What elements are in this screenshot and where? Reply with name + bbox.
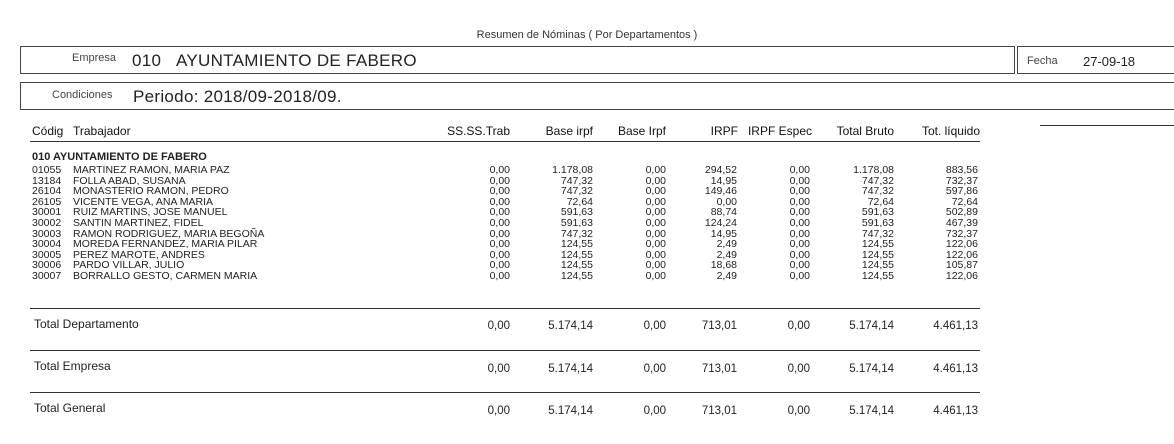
row-irpf: 294,52 xyxy=(704,164,737,176)
row-tot-liquido: 72,64 xyxy=(951,195,978,208)
row-base-irpf: 124,55 xyxy=(560,238,593,251)
row-base-irpf-2: 0,00 xyxy=(645,238,666,251)
row-irpf: 2,49 xyxy=(716,238,737,251)
row-irpf-espec: 0,00 xyxy=(789,227,810,240)
row-irpf: 2,49 xyxy=(716,269,737,282)
row-ssss-trab: 0,00 xyxy=(489,164,510,176)
row-ssss-trab: 0,00 xyxy=(489,259,510,272)
row-ssss-trab: 0,00 xyxy=(489,185,510,198)
total-departamento-base-irpf-2: 0,00 xyxy=(643,320,666,332)
row-trabajador: PEREZ MAROTE, ANDRES xyxy=(73,248,205,261)
total-general-irpf-espec: 0,00 xyxy=(787,405,810,417)
total-general-label: Total General xyxy=(34,401,106,415)
row-total-bruto: 591,63 xyxy=(861,216,894,229)
empresa-label: Empresa xyxy=(72,52,117,64)
empresa-box xyxy=(20,46,1015,74)
row-codigo: 30002 xyxy=(32,216,62,229)
row-irpf: 14,95 xyxy=(710,227,737,240)
row-total-bruto: 72,64 xyxy=(867,195,894,208)
empresa-name: AYUNTAMIENTO DE FABERO xyxy=(176,51,417,70)
row-base-irpf-2: 0,00 xyxy=(645,248,666,261)
row-base-irpf: 72,64 xyxy=(566,195,593,208)
col-header-trabajador: Trabajador xyxy=(73,124,131,138)
row-total-bruto: 124,55 xyxy=(861,269,894,282)
row-trabajador: RAMON RODRIGUEZ, MARIA BEGOÑA xyxy=(73,227,265,240)
total-empresa-label: Total Empresa xyxy=(34,359,111,373)
header-underline-extra xyxy=(1040,125,1174,126)
col-header-irpf-espec: IRPF Espec xyxy=(747,124,812,138)
row-codigo: 30004 xyxy=(32,238,62,251)
total-general-base-irpf: 5.174,14 xyxy=(548,405,593,417)
fecha-value: 27-09-18 xyxy=(1083,54,1136,69)
col-header-total-bruto: Total Bruto xyxy=(836,124,894,138)
row-total-bruto: 747,32 xyxy=(861,227,894,240)
row-trabajador: BORRALLO GESTO, CARMEN MARIA xyxy=(73,269,258,282)
row-tot-liquido: 502,89 xyxy=(945,206,978,219)
row-irpf-espec: 0,00 xyxy=(789,195,810,208)
row-base-irpf: 747,32 xyxy=(560,227,593,240)
row-codigo: 01055 xyxy=(32,164,62,176)
total-empresa-total-bruto: 5.174,14 xyxy=(849,363,894,375)
row-base-irpf: 1.178,08 xyxy=(552,164,593,176)
col-header-tot-liquido: Tot. líquido xyxy=(921,124,980,138)
condiciones-value: Periodo: 2018/09-2018/09. xyxy=(133,87,342,106)
row-irpf-espec: 0,00 xyxy=(789,174,810,187)
row-irpf-espec: 0,00 xyxy=(789,248,810,261)
row-tot-liquido: 122,06 xyxy=(945,238,978,251)
row-base-irpf-2: 0,00 xyxy=(645,195,666,208)
row-base-irpf: 747,32 xyxy=(560,185,593,198)
table-row xyxy=(0,271,1174,282)
total-empresa-tot-liquido: 4.461,13 xyxy=(933,363,978,375)
row-tot-liquido: 122,06 xyxy=(945,248,978,261)
row-tot-liquido: 597,86 xyxy=(945,185,978,198)
row-base-irpf: 591,63 xyxy=(560,206,593,219)
total-general-base-irpf-2: 0,00 xyxy=(643,405,666,417)
row-total-bruto: 124,55 xyxy=(861,248,894,261)
col-header-base-irpf: Base irpf xyxy=(545,124,593,138)
row-irpf: 18,68 xyxy=(710,259,737,272)
row-tot-liquido: 732,37 xyxy=(945,174,978,187)
row-tot-liquido: 467,39 xyxy=(945,216,978,229)
row-irpf-espec: 0,00 xyxy=(789,216,810,229)
total-empresa-base-irpf: 5.174,14 xyxy=(548,363,593,375)
row-irpf-espec: 0,00 xyxy=(789,259,810,272)
row-base-irpf-2: 0,00 xyxy=(645,259,666,272)
row-total-bruto: 1.178,08 xyxy=(853,164,894,176)
row-base-irpf-2: 0,00 xyxy=(645,269,666,282)
row-base-irpf-2: 0,00 xyxy=(645,164,666,176)
row-trabajador: MOREDA FERNANDEZ, MARIA PILAR xyxy=(73,238,258,251)
row-codigo: 30007 xyxy=(32,269,62,282)
row-codigo: 30005 xyxy=(32,248,62,261)
total-departamento-label: Total Departamento xyxy=(34,317,139,331)
row-codigo: 30001 xyxy=(32,206,62,219)
total-departamento-ssss: 0,00 xyxy=(487,320,510,332)
row-codigo: 30003 xyxy=(32,227,62,240)
row-ssss-trab: 0,00 xyxy=(489,216,510,229)
total-departamento-irpf-espec: 0,00 xyxy=(787,320,810,332)
empresa-code: 010 xyxy=(132,51,162,70)
total-general-total-bruto: 5.174,14 xyxy=(849,405,894,417)
row-total-bruto: 747,32 xyxy=(861,174,894,187)
total-departamento-total-bruto: 5.174,14 xyxy=(849,320,894,332)
row-base-irpf: 124,55 xyxy=(560,259,593,272)
row-tot-liquido: 122,06 xyxy=(945,269,978,282)
row-ssss-trab: 0,00 xyxy=(489,269,510,282)
row-total-bruto: 747,32 xyxy=(861,185,894,198)
total-empresa-base-irpf-2: 0,00 xyxy=(643,363,666,375)
row-irpf: 88,74 xyxy=(710,206,737,219)
row-irpf-espec: 0,00 xyxy=(789,164,810,176)
col-header-codigo: Códig xyxy=(32,124,64,138)
col-header-base-irpf-2: Base Irpf xyxy=(617,124,666,138)
total-empresa-irpf-espec: 0,00 xyxy=(787,363,810,375)
row-base-irpf: 124,55 xyxy=(560,248,593,261)
row-irpf-espec: 0,00 xyxy=(789,206,810,219)
row-tot-liquido: 883,56 xyxy=(945,164,978,176)
row-total-bruto: 124,55 xyxy=(861,238,894,251)
row-ssss-trab: 0,00 xyxy=(489,248,510,261)
row-codigo: 26104 xyxy=(32,185,62,198)
row-base-irpf: 591,63 xyxy=(560,216,593,229)
row-codigo: 26105 xyxy=(32,195,62,208)
row-base-irpf-2: 0,00 xyxy=(645,174,666,187)
row-trabajador: SANTIN MARTINEZ, FIDEL xyxy=(73,216,204,229)
row-codigo: 13184 xyxy=(32,174,62,187)
row-base-irpf-2: 0,00 xyxy=(645,216,666,229)
row-ssss-trab: 0,00 xyxy=(489,206,510,219)
total-departamento-base-irpf: 5.174,14 xyxy=(548,320,593,332)
total-departamento-irpf: 713,01 xyxy=(701,320,737,332)
row-trabajador: PARDO VILLAR, JULIO xyxy=(73,259,185,272)
row-trabajador: MONASTERIO RAMON, PEDRO xyxy=(73,185,229,198)
row-irpf-espec: 0,00 xyxy=(789,185,810,198)
row-irpf-espec: 0,00 xyxy=(789,238,810,251)
row-irpf: 0,00 xyxy=(716,195,737,208)
row-irpf: 14,95 xyxy=(710,174,737,187)
report-title: Resumen de Nóminas ( Por Departamentos ) xyxy=(476,29,698,41)
row-total-bruto: 591,63 xyxy=(861,206,894,219)
department-heading: 010 AYUNTAMIENTO DE FABERO xyxy=(32,151,207,163)
table-row xyxy=(0,165,1174,176)
condiciones-label: Condiciones xyxy=(52,89,113,101)
total-general-tot-liquido: 4.461,13 xyxy=(933,405,978,417)
row-codigo: 30006 xyxy=(32,259,62,272)
col-header-ssss-trab: SS.SS.Trab xyxy=(447,124,510,138)
row-base-irpf-2: 0,00 xyxy=(645,227,666,240)
row-irpf: 2,49 xyxy=(716,248,737,261)
total-general-irpf: 713,01 xyxy=(701,405,737,417)
total-empresa-irpf: 713,01 xyxy=(701,363,737,375)
row-base-irpf-2: 0,00 xyxy=(645,185,666,198)
row-total-bruto: 124,55 xyxy=(861,259,894,272)
row-base-irpf: 124,55 xyxy=(560,269,593,282)
total-general-topline xyxy=(30,392,980,393)
row-tot-liquido: 105,87 xyxy=(945,259,978,272)
row-trabajador: RUIZ MARTINS, JOSE MANUEL xyxy=(73,206,228,219)
total-departamento-tot-liquido: 4.461,13 xyxy=(933,320,978,332)
row-ssss-trab: 0,00 xyxy=(489,227,510,240)
total-general-ssss: 0,00 xyxy=(487,405,510,417)
col-header-irpf: IRPF xyxy=(710,124,738,138)
row-base-irpf: 747,32 xyxy=(560,174,593,187)
row-irpf: 124,24 xyxy=(704,216,737,229)
row-ssss-trab: 0,00 xyxy=(489,174,510,187)
row-trabajador: FOLLA ABAD, SUSANA xyxy=(73,174,186,187)
row-ssss-trab: 0,00 xyxy=(489,195,510,208)
row-tot-liquido: 732,37 xyxy=(945,227,978,240)
row-irpf: 149,46 xyxy=(704,185,737,198)
total-departamento-topline xyxy=(30,308,980,309)
data-rows xyxy=(0,165,1174,282)
total-empresa-topline xyxy=(30,350,980,351)
fecha-label: Fecha xyxy=(1027,55,1058,67)
row-irpf-espec: 0,00 xyxy=(789,269,810,282)
row-trabajador: VICENTE VEGA, ANA MARIA xyxy=(73,195,214,208)
table-row xyxy=(0,218,1174,229)
row-base-irpf-2: 0,00 xyxy=(645,206,666,219)
row-trabajador: MARTINEZ RAMON, MARIA PAZ xyxy=(73,164,230,176)
total-empresa-ssss: 0,00 xyxy=(487,363,510,375)
row-ssss-trab: 0,00 xyxy=(489,238,510,251)
header-underline xyxy=(30,141,980,142)
